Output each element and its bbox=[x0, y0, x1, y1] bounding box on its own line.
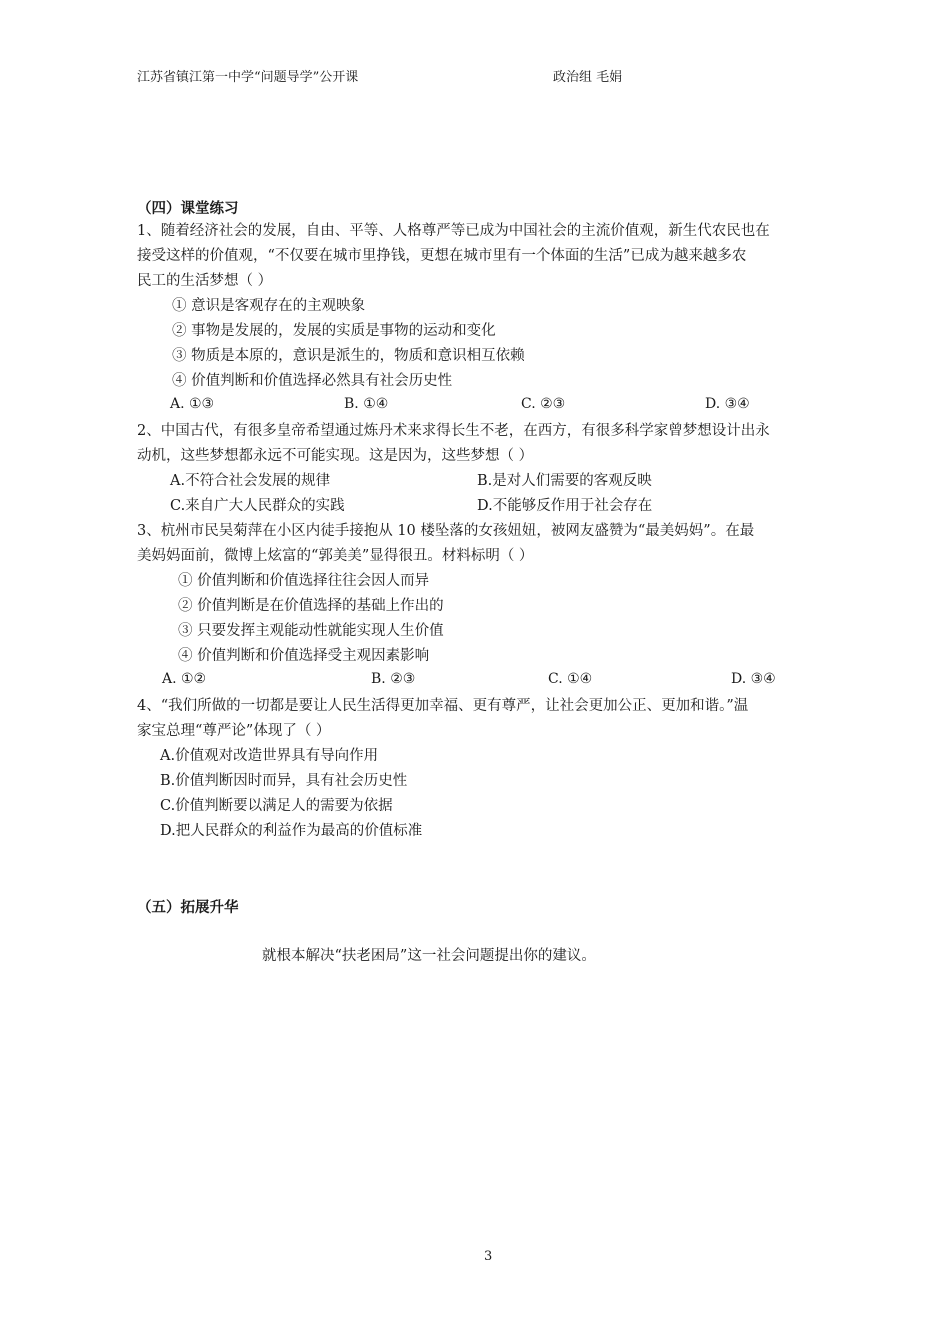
q1-item-1: ① 意识是客观存在的主观映象 bbox=[172, 298, 366, 314]
q4-choice-d: D.把人民群众的利益作为最高的价值标准 bbox=[160, 823, 423, 839]
q2-stem-line1: 2、中国古代，有很多皇帝希望通过炼丹术来求得长生不老，在西方，有很多科学家曾梦想设计出永 bbox=[137, 423, 770, 439]
q4-stem-line1: 4、“我们所做的一切都是要让人民生活得更加幸福、更有尊严，让社会更加公正、更加和谐。”温 bbox=[137, 698, 749, 714]
header-right: 政治组 毛娟 bbox=[553, 70, 623, 85]
header-left: 江苏省镇江第一中学“问题导学”公开课 bbox=[137, 70, 359, 85]
q3-stem-line1: 3、杭州市民吴菊萍在小区内徒手接抱从 10 楼坠落的女孩妞妞，被网友盛赞为“最美妈妈”。在最 bbox=[137, 523, 755, 539]
q2-stem-line2: 动机，这些梦想都永远不可能实现。这是因为，这些梦想（ ） bbox=[137, 448, 534, 464]
q2-choice-d: D.不能够反作用于社会存在 bbox=[477, 498, 653, 514]
q1-choice-a: A. ①③ bbox=[170, 396, 215, 412]
q1-item-3: ③ 物质是本原的，意识是派生的，物质和意识相互依赖 bbox=[172, 348, 525, 364]
q2-choice-c: C.来自广大人民群众的实践 bbox=[170, 498, 345, 514]
section5-prompt: 就根本解决“扶老困局”这一社会问题提出你的建议。 bbox=[262, 948, 596, 964]
q1-choice-b: B. ①④ bbox=[344, 396, 389, 412]
q1-choice-c: C. ②③ bbox=[521, 396, 566, 412]
q1-item-4: ④ 价值判断和价值选择必然具有社会历史性 bbox=[172, 373, 453, 389]
q1-stem-line3: 民工的生活梦想（ ） bbox=[137, 273, 273, 289]
q3-item-1: ① 价值判断和价值选择往往会因人而异 bbox=[178, 573, 430, 589]
q3-choice-a: A. ①② bbox=[162, 671, 207, 687]
q2-choice-a: A.不符合社会发展的规律 bbox=[170, 473, 331, 489]
q3-choice-d: D. ③④ bbox=[731, 671, 776, 687]
q1-stem-line2: 接受这样的价值观，“不仅要在城市里挣钱，更想在城市里有一个体面的生活”已成为越来越多农 bbox=[137, 248, 747, 264]
q1-item-2: ② 事物是发展的，发展的实质是事物的运动和变化 bbox=[172, 323, 496, 339]
section5-title: （五）拓展升华 bbox=[137, 900, 239, 916]
q4-stem-line2: 家宝总理“尊严论”体现了（ ） bbox=[137, 723, 331, 739]
q4-choice-b: B.价值判断因时而异，具有社会历史性 bbox=[160, 773, 408, 789]
q1-choice-d: D. ③④ bbox=[705, 396, 750, 412]
q3-item-3: ③ 只要发挥主观能动性就能实现人生价值 bbox=[178, 623, 444, 639]
page-number: 3 bbox=[484, 1249, 493, 1264]
q3-item-2: ② 价值判断是在价值选择的基础上作出的 bbox=[178, 598, 444, 614]
q3-choice-c: C. ①④ bbox=[548, 671, 593, 687]
q3-stem-line2: 美妈妈面前，微博上炫富的“郭美美”显得很丑。材料标明（ ） bbox=[137, 548, 534, 564]
q4-choice-c: C.价值判断要以满足人的需要为依据 bbox=[160, 798, 393, 814]
q4-choice-a: A.价值观对改造世界具有导向作用 bbox=[160, 748, 379, 764]
q2-choice-b: B.是对人们需要的客观反映 bbox=[477, 473, 652, 489]
q1-stem-line1: 1、随着经济社会的发展，自由、平等、人格尊严等已成为中国社会的主流价值观，新生代农民也在 bbox=[137, 223, 770, 239]
q3-item-4: ④ 价值判断和价值选择受主观因素影响 bbox=[178, 648, 430, 664]
section4-title: （四）课堂练习 bbox=[137, 201, 239, 217]
q3-choice-b: B. ②③ bbox=[371, 671, 416, 687]
